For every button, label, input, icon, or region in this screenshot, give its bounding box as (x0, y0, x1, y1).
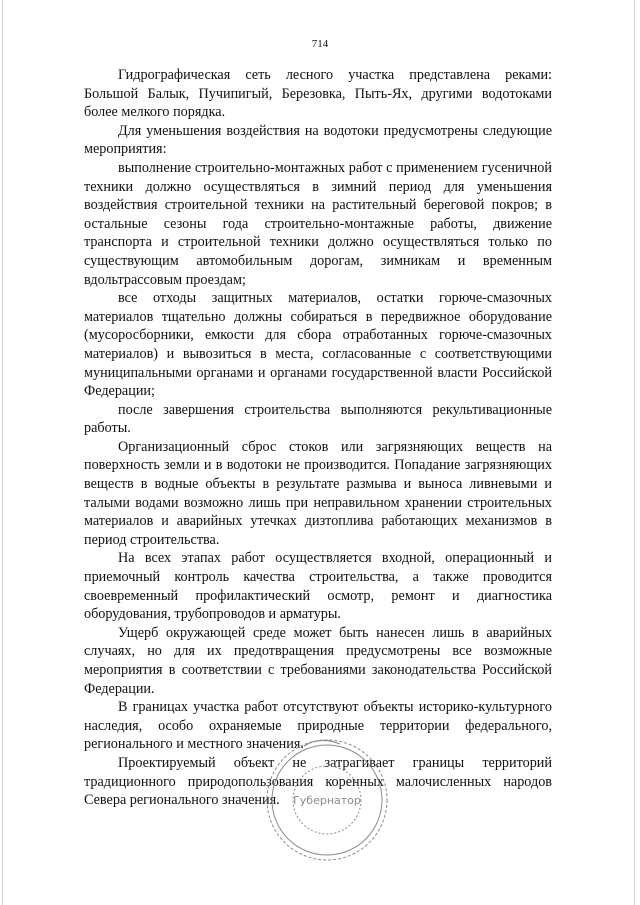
paragraph-measures-intro: Для уменьшения воздействия на водотоки предусмотрены следующие мероприятия: (84, 122, 552, 158)
paragraph-reclamation: после завершения строительства выполняются рекультивационные работы. (84, 401, 552, 437)
official-seal-stamp (262, 734, 392, 864)
document-body (84, 66, 552, 810)
paragraph-traditional-land-use: Проектируемый объект не затрагивает границы территорий традиционного природопользования коренных малочисленных народов Севера регионального значения. (84, 754, 552, 809)
paragraph-heritage: В границах участка работ отсутствуют объекты историко-культурного наследия, особо охраняемые природные территории федерального, регионального и местного значения. (84, 699, 552, 753)
stamp-center-text: Губернатор (293, 794, 361, 807)
paragraph-discharge: Организационный сброс стоков или загрязняющих веществ на поверхность земли и в водотоки не производится. Попадание загрязняющих веществ в водные объекты в результате размыва и выноса ливневыми и талыми водами возможно лишь при неправильном хранении строительных материалов и аварийных утечках дизтоплива работающих механизмов в период строительства. (84, 438, 552, 548)
paragraph-winter-works: выполнение строительно-монтажных работ с применением гусеничной техники должно осуществляться в зимний период для уменьшения воздействия строительной техники на растительный береговой покров; в остальные сезоны года строительно-монтажные работы, движение транспорта и строительной техники должно осуществляться только по существующим автомобильным дорогам, зимникам и временным вдольтрассовым проездам; (84, 159, 552, 288)
paragraph-hydrography: Гидрографическая сеть лесного участка представлена реками: Большой Балык, Пучипигый, Березовка, Пыть-Ях, другими водотоками более мелкого порядка. (84, 67, 552, 121)
scan-edge-right (634, 0, 635, 905)
paragraph-waste-collection: все отходы защитных материалов, остатки горюче-смазочных материалов тщательно должны собираться в передвижное оборудование (мусоросборники, емкости для сбора отработанных горюче-смазочных материалов) и вывозиться в места, согласованные с соответствующими муниципальными органами и органами государственной власти Российской Федерации; (84, 290, 552, 400)
scan-edge-left (2, 0, 3, 905)
paragraph-damage: Ущерб окружающей среде может быть нанесен лишь в аварийных случаях, но для их предотвращения предусмотрены все возможные мероприятия в соответствии с требованиями законодательства Российской Федерации. (84, 624, 552, 697)
paragraph-quality-control: На всех этапах работ осуществляется входной, операционный и приемочный контроль качества строительства, а также проводится своевременный профилактический осмотр, ремонт и диагностика оборудования, трубопроводов и арматуры. (84, 550, 552, 623)
page-number: 714 (311, 38, 329, 50)
